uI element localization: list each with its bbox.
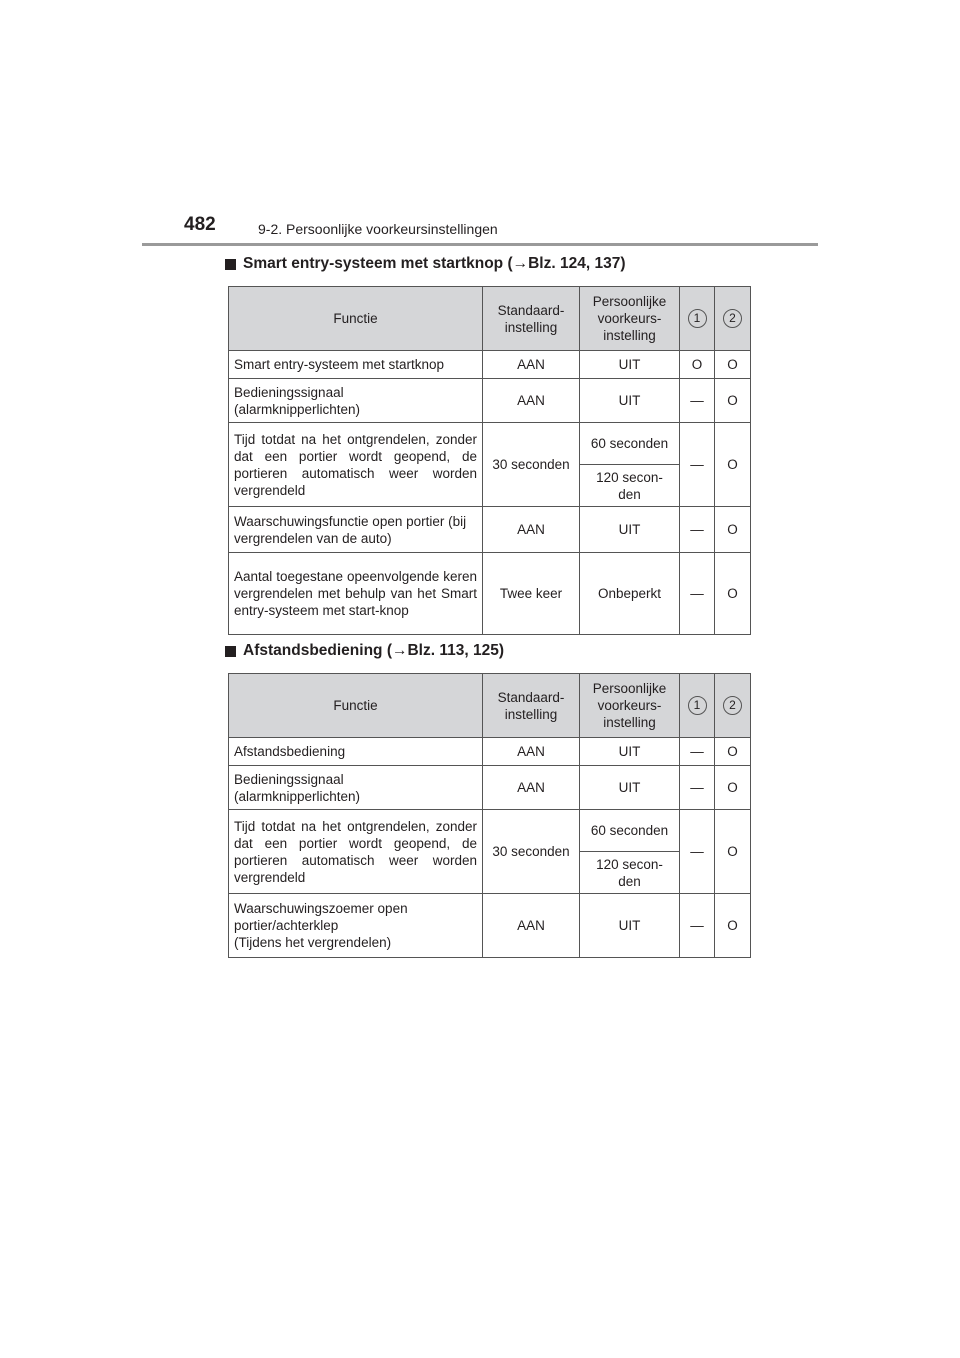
cell-functie: Afstandsbediening [229,738,483,766]
cell-persoonlijk: 60 seconden [580,810,680,852]
cell-col2: O [715,507,751,553]
cell-col2: O [715,894,751,958]
table-row [229,423,751,465]
cell-col2: O [715,553,751,635]
cell-functie: Waarschuwingsfunctie open portier (bij vergrendelen van de auto) [229,507,483,553]
bullet-square-icon [225,259,236,270]
column-header-persoonlijk: Persoonlijke voorkeurs- instelling [580,674,680,738]
column-header-standaard: Standaard- instelling [483,674,580,738]
column-header-2 [715,674,751,738]
table-row [229,738,751,766]
table-row [229,766,751,810]
section-title: 9-2. Persoonlijke voorkeursinstellingen [258,221,498,237]
cell-functie: Bedieningssignaal (alarmknipperlichten) [229,379,483,423]
cell-persoonlijk: UIT [580,379,680,423]
cell-persoonlijk: Onbeperkt [580,553,680,635]
cell-col2: O [715,738,751,766]
cell-col1: — [680,379,715,423]
table-row [229,553,751,635]
column-header-1 [680,287,715,351]
cell-persoonlijk: UIT [580,738,680,766]
cell-col1: O [680,351,715,379]
table-row [229,810,751,852]
cell-persoonlijk-alt: 120 secon- den [580,852,680,894]
cell-functie: Tijd totdat na het ontgrendelen, zonder dat een portier wordt geopend, de portieren automatisch weer worden vergrendeld [229,810,483,894]
column-header-functie: Functie [229,674,483,738]
cell-persoonlijk-alt: 120 secon- den [580,465,680,507]
cell-standaard: AAN [483,507,580,553]
column-header-standaard: Standaard- instelling [483,287,580,351]
column-header-functie: Functie [229,287,483,351]
cell-functie: Waarschuwingszoemer open portier/achterklep (Tijdens het vergrendelen) [229,894,483,958]
table-row [229,379,751,423]
cell-col1: — [680,738,715,766]
cell-standaard: AAN [483,766,580,810]
column-header-persoonlijk: Persoonlijke voorkeurs- instelling [580,287,680,351]
circled-number-2: 2 [723,696,742,715]
table-row [229,351,751,379]
cell-standaard: AAN [483,738,580,766]
cell-persoonlijk: UIT [580,766,680,810]
cell-col1: — [680,894,715,958]
cell-persoonlijk: 60 seconden [580,423,680,465]
cell-standaard: AAN [483,894,580,958]
cell-standaard: Twee keer [483,553,580,635]
table-header-row [229,287,751,351]
cell-col1: — [680,553,715,635]
circled-number-1: 1 [688,696,707,715]
cell-col1: — [680,423,715,507]
cell-col2: O [715,379,751,423]
cell-functie: Aantal toegestane opeenvolgende keren vergrendelen met behulp van het Smart entry-systeem met start-knop [229,553,483,635]
cell-col2: O [715,766,751,810]
settings-table-afstandsbediening [228,673,751,958]
cell-standaard: AAN [483,379,580,423]
settings-table-smart-entry [228,286,751,635]
cell-functie: Smart entry-systeem met startknop [229,351,483,379]
column-header-2 [715,287,751,351]
cell-standaard: 30 seconden [483,423,580,507]
table-row [229,507,751,553]
table-row [229,894,751,958]
cell-col1: — [680,766,715,810]
cell-persoonlijk: UIT [580,894,680,958]
page-number: 482 [184,214,216,235]
section-heading-text: Afstandsbediening (→Blz. 113, 125) [243,642,504,659]
header-divider [142,243,818,246]
column-header-1 [680,674,715,738]
cell-col1: — [680,810,715,894]
section-heading-smart-entry [225,255,625,273]
bullet-square-icon [225,646,236,657]
circled-number-1: 1 [688,309,707,328]
section-heading-text: Smart entry-systeem met startknop (→Blz. 124, 137) [243,255,626,272]
section-heading-afstandsbediening [225,642,504,660]
cell-persoonlijk: UIT [580,351,680,379]
cell-functie: Bedieningssignaal (alarmknipperlichten) [229,766,483,810]
cell-functie: Tijd totdat na het ontgrendelen, zonder dat een portier wordt geopend, de portieren automatisch weer worden vergrendeld [229,423,483,507]
cell-standaard: AAN [483,351,580,379]
cell-col1: — [680,507,715,553]
table-header-row [229,674,751,738]
cell-standaard: 30 seconden [483,810,580,894]
cell-col2: O [715,810,751,894]
circled-number-2: 2 [723,309,742,328]
cell-persoonlijk: UIT [580,507,680,553]
cell-col2: O [715,423,751,507]
cell-col2: O [715,351,751,379]
